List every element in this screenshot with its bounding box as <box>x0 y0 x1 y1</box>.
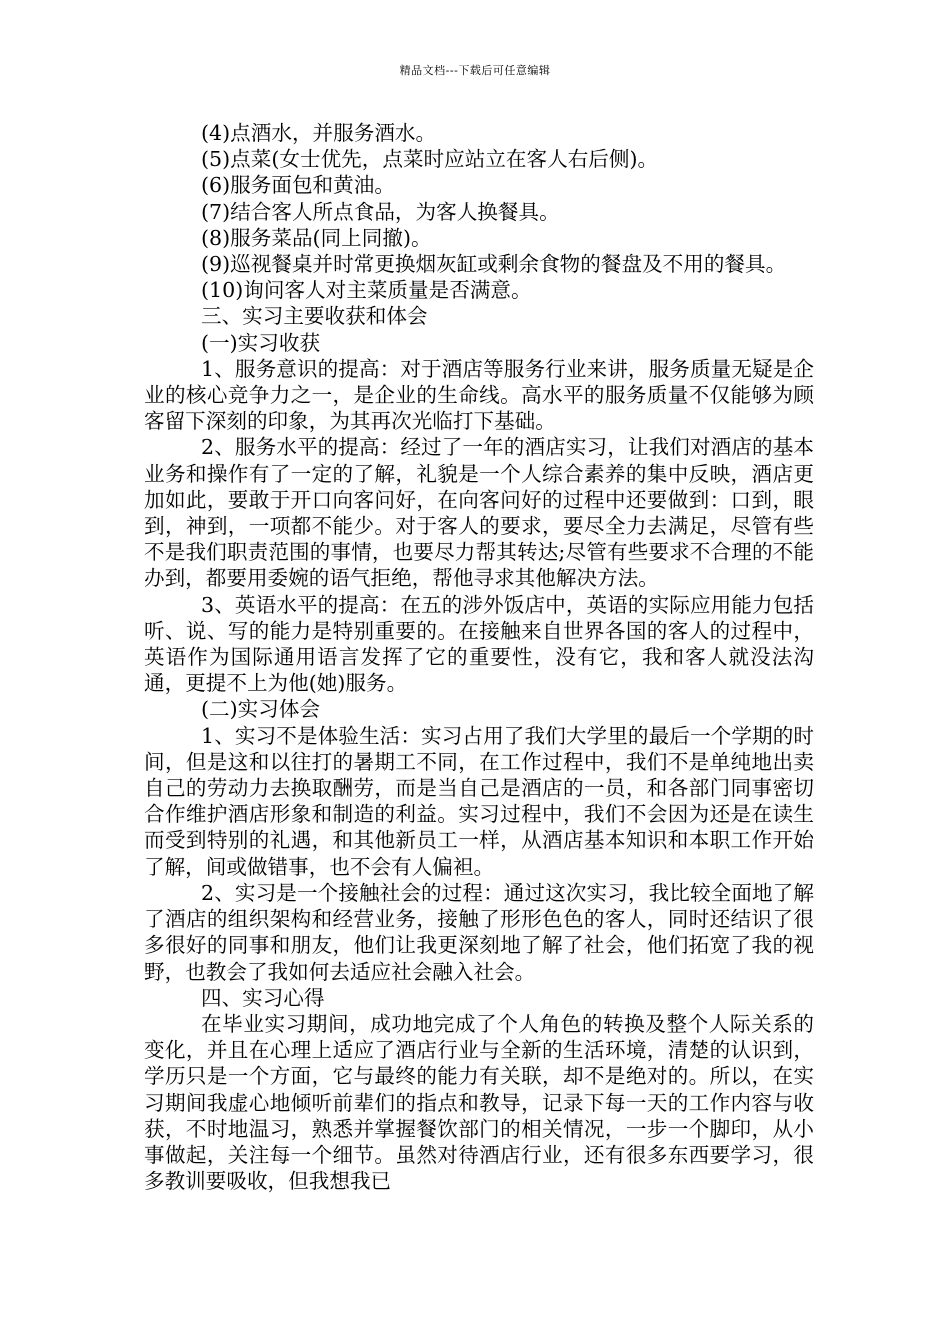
section-heading-3: 三、实习主要收获和体会 <box>201 304 428 329</box>
paragraph-service-awareness: 1、服务意识的提高：对于酒店等服务行业来讲，服务质量无疑是企业的核心竞争力之一，是企业的生命线。高水平的服务质量不仅能够为顾客留下深刻的印象，为其再次光临打下基础。 <box>144 356 814 434</box>
paragraph-contact-society: 2、实习是一个接触社会的过程：通过这次实习，我比较全面地了解了酒店的组织架构和经营业务，接触了形形色色的客人，同时还结识了很多很好的同事和朋友，他们让我更深刻地了解了社会，他们拓宽了我的视野，也教会了我如何去适应社会融入社会。 <box>144 880 814 984</box>
page-header: 精品文档---下载后可任意编辑 <box>399 64 551 77</box>
list-item-patrol-tables: (9)巡视餐桌并时常更换烟灰缸或剩余食物的餐盘及不用的餐具。 <box>201 252 787 277</box>
subsection-heading-gains: (一)实习收获 <box>201 330 321 355</box>
document-body <box>144 120 814 1194</box>
paragraph-reflections: 在毕业实习期间，成功地完成了个人角色的转换及整个人际关系的变化，并且在心理上适应了酒店行业与全新的生活环境，清楚的认识到，学历只是一个方面，它与最终的能力有关联，却不是绝对的。所以，在实习期间我虚心地倾听前辈们的指点和教导，记录下每一天的工作内容与收获，不时地温习，熟悉并掌握餐饮部门的相关情况，一步一个脚印，从小事做起，关注每一个细节。虽然对待酒店行业，还有很多东西要学习，很多教训要吸收，但我想我已 <box>144 1011 814 1194</box>
list-item-order-dishes: (5)点菜(女士优先，点菜时应站立在客人右后侧)。 <box>201 147 659 172</box>
section-heading-4: 四、实习心得 <box>201 985 325 1010</box>
paragraph-english-level: 3、英语水平的提高：在五的涉外饭店中，英语的实际应用能力包括听、说、写的能力是特别重要的。在接触来自世界各国的客人的过程中，英语作为国际通用语言发挥了它的重要性，没有它，我和客人就没法沟通，更提不上为他(她)服务。 <box>144 592 814 696</box>
paragraph-not-experiencing-life: 1、实习不是体验生活：实习占用了我们大学里的最后一个学期的时间，但是这和以往打的暑期工不同，在工作过程中，我们不是单纯地出卖自己的劳动力去换取酬劳，而是当自己是酒店的一员，和各部门同事密切合作维护酒店形象和制造的利益。实习过程中，我们不会因为还是在读生而受到特别的礼遇，和其他新员工一样，从酒店基本知识和本职工作开始了解，间或做错事，也不会有人偏袒。 <box>144 723 814 879</box>
list-item-ask-satisfaction: (10)询问客人对主菜质量是否满意。 <box>201 278 532 303</box>
list-item-order-drinks: (4)点酒水，并服务酒水。 <box>201 121 437 145</box>
list-item-change-cutlery: (7)结合客人所点食品，为客人换餐具。 <box>201 199 560 224</box>
subsection-heading-experience: (二)实习体会 <box>201 697 321 722</box>
paragraph-service-level: 2、服务水平的提高：经过了一年的酒店实习，让我们对酒店的基本业务和操作有了一定的了解，礼貌是一个人综合素养的集中反映，酒店更加如此，要敢于开口向客问好，在向客问好的过程中还要做到：口到，眼到，神到，一项都不能少。对于客人的要求，要尽全力去满足，尽管有些不是我们职责范围的事情，也要尽力帮其转达;尽管有些要求不合理的不能办到，都要用委婉的语气拒绝，帮他寻求其他解决方法。 <box>144 435 814 591</box>
list-item-serve-bread: (6)服务面包和黄油。 <box>201 173 395 198</box>
list-item-serve-dishes: (8)服务菜品(同上同撤)。 <box>201 225 432 250</box>
